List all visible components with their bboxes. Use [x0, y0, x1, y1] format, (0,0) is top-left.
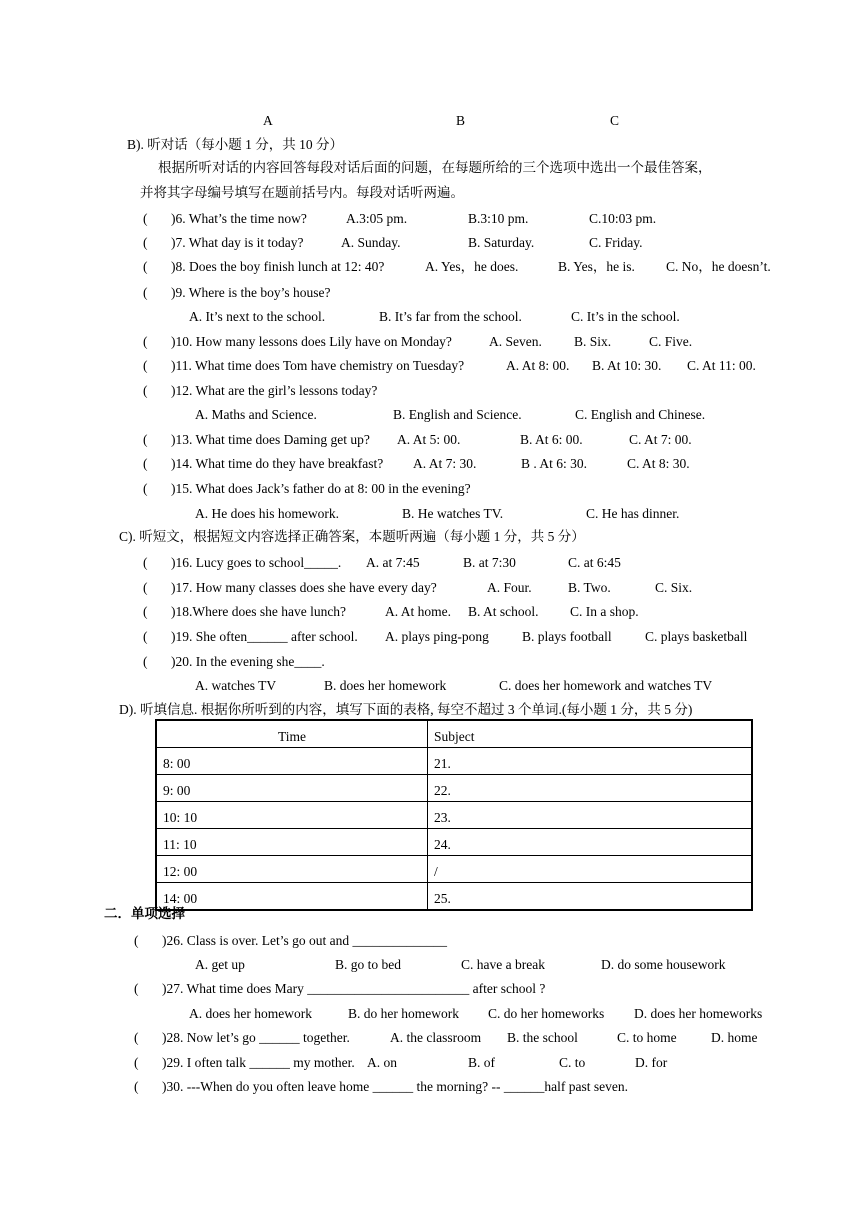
time-cell: 11: 10 [156, 829, 428, 856]
option-a: A. Maths and Science. [195, 407, 317, 422]
answer-bracket[interactable]: ( [143, 629, 148, 644]
time-cell: 9: 00 [156, 775, 428, 802]
option-a: A. Yes，he does. [425, 259, 519, 274]
answer-bracket[interactable]: ( [134, 981, 139, 996]
question-text: )28. Now let’s go ______ together. [162, 1030, 350, 1045]
option-b: B. the school [507, 1030, 578, 1045]
option-a: A. the classroom [390, 1030, 482, 1045]
subject-cell[interactable]: 21. [428, 748, 753, 775]
table-row [156, 775, 752, 802]
option-a: A. does her homework [189, 1006, 312, 1021]
info-table [155, 719, 753, 911]
option-c: C. do her homeworks [488, 1006, 605, 1021]
question-text: )20. In the evening she____. [171, 654, 325, 669]
option-a: A. plays ping-pong [385, 629, 489, 644]
answer-bracket[interactable]: ( [143, 604, 148, 619]
option-b: B. At 6: 00. [520, 432, 583, 447]
answer-bracket[interactable]: ( [143, 432, 148, 447]
option-c: C. English and Chinese. [575, 407, 706, 422]
option-c: C. He has dinner. [586, 506, 680, 521]
option-c: C. No，he doesn’t. [666, 259, 771, 274]
option-c: C. At 7: 00. [629, 432, 692, 447]
answer-bracket[interactable]: ( [143, 481, 148, 496]
option-b: B. of [468, 1055, 495, 1070]
answer-bracket[interactable]: ( [143, 654, 148, 669]
answer-bracket[interactable]: ( [134, 933, 139, 948]
section-b-instruction: 根据所听对话的内容回答每段对话后面的问题，在每题所给的三个选项中选出一个最佳答案， [158, 160, 712, 175]
option-c: C. Five. [649, 334, 693, 349]
table-header-row [156, 720, 752, 748]
subject-cell: / [428, 856, 753, 883]
answer-bracket[interactable]: ( [143, 259, 148, 274]
option-b: B. Saturday. [468, 235, 535, 250]
answer-bracket[interactable]: ( [143, 555, 148, 570]
option-c: C. Friday. [589, 235, 643, 250]
answer-bracket[interactable]: ( [143, 358, 148, 373]
section-b-title: B). 听对话（每小题 1 分，共 10 分） [127, 137, 343, 152]
answer-bracket[interactable]: ( [134, 1055, 139, 1070]
option-b: B. At 10: 30. [592, 358, 662, 373]
option-d: D. do some housework [601, 957, 726, 972]
option-b: B. He watches TV. [402, 506, 504, 521]
time-cell: 12: 00 [156, 856, 428, 883]
answer-bracket[interactable]: ( [143, 235, 148, 250]
option-c: C. At 8: 30. [627, 456, 690, 471]
table-row [156, 883, 752, 911]
subject-cell[interactable]: 25. [428, 883, 753, 911]
option-c: C. plays basketball [645, 629, 748, 644]
option-b: B. It’s far from the school. [379, 309, 522, 324]
option-a: A. Four. [487, 580, 532, 595]
subject-cell[interactable]: 23. [428, 802, 753, 829]
option-a: A. on [367, 1055, 397, 1070]
question-text: )19. She often______ after school. [171, 629, 358, 644]
question-text: )17. How many classes does she have every day? [171, 580, 437, 595]
option-a: A. At home. [385, 604, 451, 619]
option-c: C. At 11: 00. [687, 358, 756, 373]
question-text: )7. What day is it today? [171, 235, 304, 250]
table-header-subject: Subject [428, 720, 753, 748]
option-a: A. It’s next to the school. [189, 309, 326, 324]
question-text: )13. What time does Daming get up? [171, 432, 370, 447]
answer-bracket[interactable]: ( [143, 211, 148, 226]
option-c: C. In a shop. [570, 604, 639, 619]
question-text: )15. What does Jack’s father do at 8: 00 in the evening? [171, 481, 471, 496]
option-c: C. does her homework and watches TV [499, 678, 713, 693]
table-row [156, 802, 752, 829]
question-text: )10. How many lessons does Lily have on Monday? [171, 334, 452, 349]
option-b: B. do her homework [348, 1006, 459, 1021]
question-text: )16. Lucy goes to school_____. [171, 555, 342, 570]
option-b: B. English and Science. [393, 407, 522, 422]
question-text: )8. Does the boy finish lunch at 12: 40? [171, 259, 385, 274]
table-row [156, 856, 752, 883]
answer-bracket[interactable]: ( [143, 456, 148, 471]
question-text: )9. Where is the boy’s house? [171, 285, 331, 300]
answer-bracket[interactable]: ( [143, 285, 148, 300]
option-c: C.10:03 pm. [589, 211, 657, 226]
table-header-time: Time [156, 720, 428, 748]
answer-bracket[interactable]: ( [143, 334, 148, 349]
option-c: C. to home [617, 1030, 677, 1045]
table-row [156, 829, 752, 856]
table-row [156, 748, 752, 775]
picture-label-b: B [456, 113, 466, 128]
option-a: A. He does his homework. [195, 506, 339, 521]
option-b: B. At school. [468, 604, 539, 619]
part-2-title: 二．单项选择 [104, 906, 185, 921]
option-b: B. does her homework [324, 678, 447, 693]
option-c: C. Six. [655, 580, 693, 595]
question-text: )26. Class is over. Let’s go out and ______________ [162, 933, 447, 948]
answer-bracket[interactable]: ( [134, 1079, 139, 1094]
answer-bracket[interactable]: ( [143, 580, 148, 595]
answer-bracket[interactable]: ( [143, 383, 148, 398]
option-d: D. does her homeworks [634, 1006, 763, 1021]
option-b: B . At 6: 30. [521, 456, 588, 471]
option-a: A. Sunday. [341, 235, 401, 250]
question-text: )29. I often talk ______ my mother. [162, 1055, 355, 1070]
option-b: B. plays football [522, 629, 612, 644]
option-b: B. go to bed [335, 957, 401, 972]
option-a: A. At 8: 00. [506, 358, 570, 373]
option-b: B. at 7:30 [463, 555, 516, 570]
option-a: A. watches TV [195, 678, 277, 693]
subject-cell[interactable]: 22. [428, 775, 753, 802]
answer-bracket[interactable]: ( [134, 1030, 139, 1045]
picture-label-c: C [610, 113, 620, 128]
time-cell: 14: 00 [156, 883, 428, 911]
time-cell: 8: 00 [156, 748, 428, 775]
option-a: A. at 7:45 [366, 555, 420, 570]
question-text: )27. What time does Mary ________________________ after school ? [162, 981, 546, 996]
option-b: B.3:10 pm. [468, 211, 529, 226]
picture-label-a: A [263, 113, 273, 128]
section-c-title: C). 听短文，根据短文内容选择正确答案，本题听两遍（每小题 1 分，共 5 分） [119, 529, 585, 544]
option-a: A. At 7: 30. [413, 456, 477, 471]
question-text: )6. What’s the time now? [171, 211, 307, 226]
option-a: A. At 5: 00. [397, 432, 461, 447]
option-b: B. Yes，he is. [558, 259, 635, 274]
question-text: )18.Where does she have lunch? [171, 604, 347, 619]
question-text: )14. What time do they have breakfast? [171, 456, 384, 471]
option-a: A.3:05 pm. [346, 211, 408, 226]
time-cell: 10: 10 [156, 802, 428, 829]
option-d: D. home [711, 1030, 758, 1045]
option-b: B. Two. [568, 580, 611, 595]
question-text: )11. What time does Tom have chemistry on Tuesday? [171, 358, 465, 373]
option-a: A. get up [195, 957, 245, 972]
option-d: D. for [635, 1055, 668, 1070]
subject-cell[interactable]: 24. [428, 829, 753, 856]
option-c: C. It’s in the school. [571, 309, 680, 324]
option-b: B. Six. [574, 334, 612, 349]
question-text: )12. What are the girl’s lessons today? [171, 383, 378, 398]
option-c: C. at 6:45 [568, 555, 621, 570]
option-c: C. have a break [461, 957, 545, 972]
section-b-instruction-cont: 并将其字母编号填写在题前括号内。每段对话听两遍。 [140, 185, 464, 200]
section-d-title: D). 听填信息. 根据你所听到的内容，填写下面的表格, 每空不超过 3 个单词.(每小题 1 分，共 5 分) [119, 702, 693, 717]
option-a: A. Seven. [489, 334, 542, 349]
question-text: )30. ---When do you often leave home ______ the morning? -- ______half past seven. [162, 1079, 628, 1094]
option-c: C. to [559, 1055, 586, 1070]
